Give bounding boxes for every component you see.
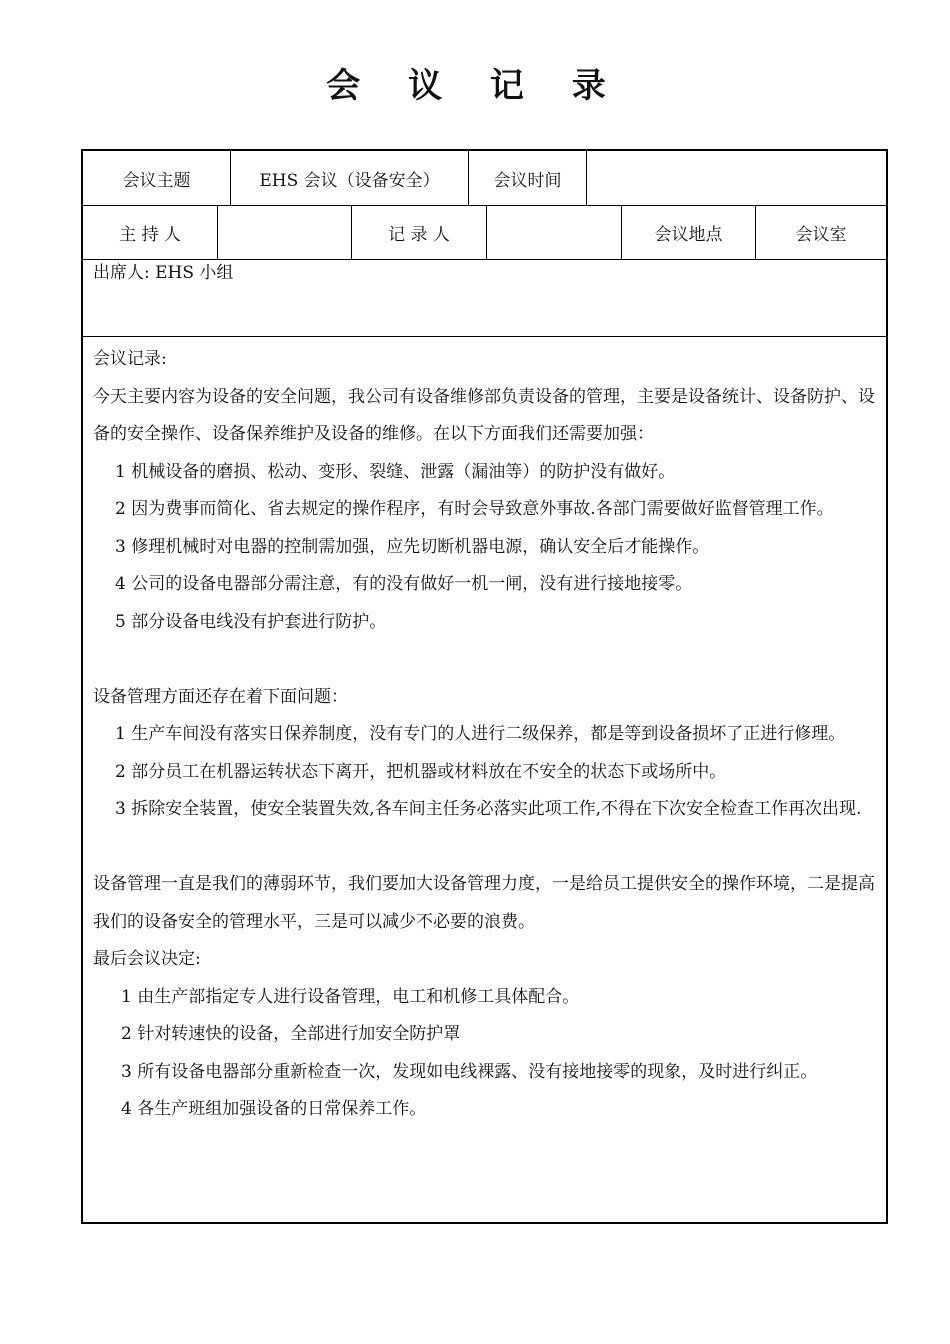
time-label: 会议时间 [469,151,587,205]
list-item: 3 拆除安全装置，使安全装置失效,各车间主任务必落实此项工作,不得在下次安全检查工作再次出现. [115,799,862,819]
attendees-section [83,260,886,337]
document-title: 会 议 记 录 [326,66,624,106]
record-section [83,337,886,1222]
host-value [218,206,352,259]
recorder-value [487,206,622,259]
location-value: 会议室 [795,225,847,245]
header-row-2 [83,206,886,260]
list-item: 4 公司的设备电器部分需注意，有的没有做好一机一闸，没有进行接地接零。 [115,574,693,594]
header-row-1 [83,151,886,206]
list-item: 2 针对转速快的设备，全部进行加安全防护罩 [121,1024,461,1044]
host-label: 主 持 人 [83,206,218,259]
record-intro: 今天主要内容为设备的安全问题，我公司有设备维修部负责设备的管理，主要是设备统计、设备防护、设备的安全操作、设备保养维护及设备的维修。在以下方面我们还需要加强： [93,386,875,444]
record-heading: 会议记录: [93,349,167,369]
list-item: 1 机械设备的磨损、松动、变形、裂缝、泄露（漏油等）的防护没有做好。 [115,461,676,482]
list-item: 2 部分员工在机器运转状态下离开，把机器或材料放在不安全的状态下或场所中。 [115,761,727,782]
time-value [587,151,886,205]
issues-heading: 设备管理方面还存在着下面问题： [93,686,348,707]
list-item: 5 部分设备电线没有护套进行防护。 [115,611,387,632]
list-item: 1 生产车间没有落实日保养制度，没有专门的人进行二级保养，都是等到设备损坏了正进行修理。 [115,724,846,744]
spacer [93,641,878,679]
list-item: 3 所有设备电器部分重新检查一次，发现如电线裸露、没有接地接零的现象，及时进行纠正。 [121,1061,818,1082]
spacer [93,829,878,867]
recorder-label: 记 录 人 [352,206,487,259]
meeting-record-form [81,149,888,1224]
list-item: 2 因为费事而简化、省去规定的操作程序，有时会导致意外事故.各部门需要做好监督管理工作。 [115,499,834,519]
decision-heading: 最后会议决定: [93,949,201,969]
location-label: 会议地点 [622,206,756,259]
summary-paragraph: 设备管理一直是我们的薄弱环节，我们要加大设备管理力度，一是给员工提供安全的操作环境，二是提高我们的设备安全的管理水平，三是可以减少不必要的浪费。 [93,874,875,932]
list-item: 3 修理机械时对电器的控制需加强，应先切断机器电源，确认安全后才能操作。 [115,536,710,557]
list-item: 4 各生产班组加强设备的日常保养工作。 [121,1099,427,1119]
topic-value: EHS 会议（设备安全） [231,151,469,205]
topic-label: 会议主题 [83,151,231,205]
list-item: 1 由生产部指定专人进行设备管理，电工和机修工具体配合。 [121,986,580,1007]
attendees-text: 出席人: EHS 小组 [93,263,234,283]
